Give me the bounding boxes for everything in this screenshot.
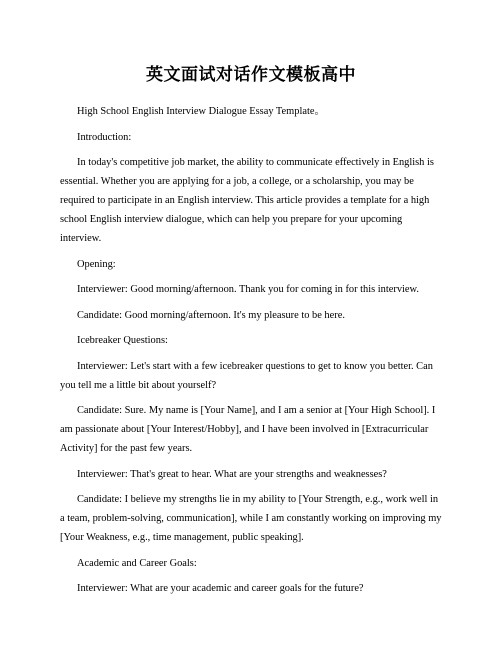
section-heading-introduction: Introduction: [77,131,132,143]
dialogue-line: Candidate: Good morning/afternoon. It's my pleasure to be here. [77,309,345,321]
subtitle-paragraph: High School English Interview Dialogue Essay Template。 [77,106,325,117]
dialogue-line: Interviewer: What are your academic and career goals for the future? [77,583,364,594]
section-heading-icebreaker: Icebreaker Questions: [77,335,168,346]
dialogue-line: Candidate: Sure. My name is [Your Name], and I am a senior at [Your High School]. I am passionate about [Your Interest/Hobby], and I have been involved in [Extracurricular Activity] for the past few years. [60,405,436,454]
dialogue-line: Interviewer: That's great to hear. What are your strengths and weaknesses? [77,468,387,480]
document-title: 英文面试对话作文模板高中 [146,65,356,85]
intro-paragraph: In today's competitive job market, the ability to communicate effectively in English is essential. Whether you are applying for a job, a college, or a scholarship, you may be required to participate in an English interview. This article provides a template for a high school English interview dialogue, which can help you prepare for your upcoming interview. [60,157,434,244]
section-heading-goals: Academic and Career Goals: [77,557,197,569]
dialogue-line: Candidate: I believe my strengths lie in my ability to [Your Strength, e.g., work well in a team, problem-solving, communication], while I am constantly working on improving my [Your Weakness, e.g., time management, public speaking]. [60,494,442,543]
dialogue-line: Interviewer: Let's start with a few icebreaker questions to get to know you better. Can you tell me a little bit about yourself? [60,360,433,391]
dialogue-line: Interviewer: Good morning/afternoon. Thank you for coming in for this interview. [77,284,419,295]
document-body [60,102,445,605]
section-heading-opening: Opening: [77,258,116,270]
